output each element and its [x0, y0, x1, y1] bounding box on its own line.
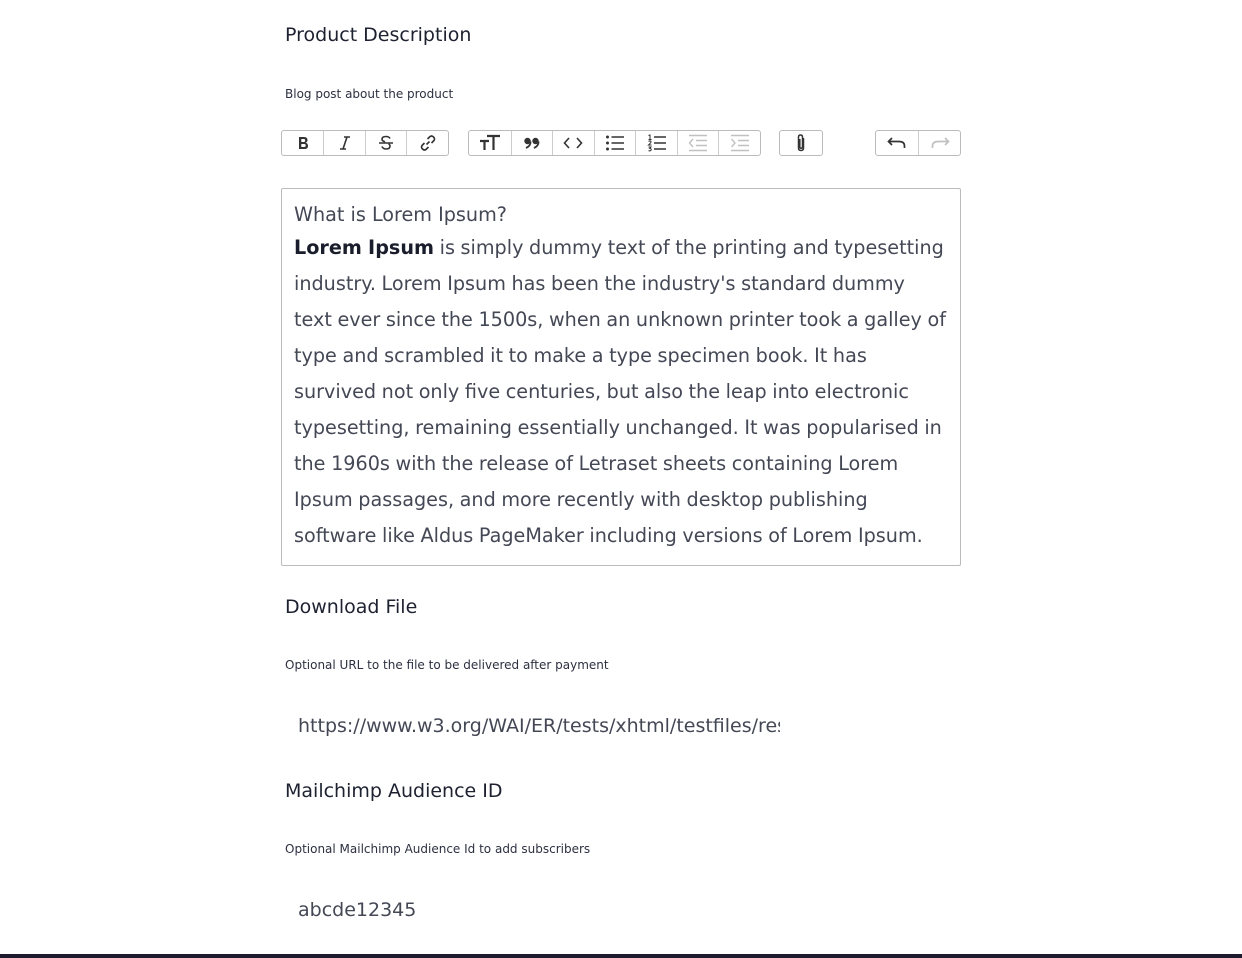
increase-indent-icon [730, 134, 750, 152]
decrease-indent-button[interactable] [677, 131, 719, 155]
history-tools-group [875, 130, 961, 156]
download-help-text: Optional URL to the file to be delivered after payment [285, 658, 609, 672]
editor-bold-text: Lorem Ipsum [294, 236, 435, 259]
heading-icon [479, 134, 501, 152]
undo-icon [887, 135, 907, 151]
numbered-list-button[interactable] [635, 131, 677, 155]
download-url-input[interactable] [285, 708, 780, 744]
attach-file-button[interactable] [780, 131, 822, 155]
link-icon [419, 134, 437, 152]
paperclip-icon [794, 133, 808, 153]
description-help-text: Blog post about the product [285, 87, 454, 101]
decrease-indent-icon [688, 134, 708, 152]
strikethrough-icon [377, 134, 395, 152]
download-title: Download File [285, 596, 418, 618]
editor-heading: What is Lorem Ipsum? [294, 203, 507, 226]
bullet-list-icon [605, 134, 625, 152]
mailchimp-help-text: Optional Mailchimp Audience Id to add subscribers [285, 842, 591, 856]
bold-icon [295, 135, 311, 151]
bold-button[interactable] [282, 131, 323, 155]
quote-icon [523, 135, 541, 151]
description-title: Product Description [285, 24, 472, 46]
file-tools-group [779, 130, 823, 156]
editor-body-text: is simply dummy text of the printing and typesetting industry. Lorem Ipsum has been the industry's standard dummy text ever since the 1500s, when an unknown printer took a galley of type and scrambled it to make a type specimen book. It has survived not only five centuries, but also the leap into electronic typesetting, remaining essentially unchanged. It was popularised in the 1960s with the release of Letraset sheets containing Lorem Ipsum passages, and more recently with desktop publishing software like Aldus PageMaker including versions of Lorem Ipsum. [294, 236, 946, 547]
description-editor[interactable] [281, 188, 961, 566]
bottom-bar [0, 954, 1242, 958]
increase-indent-button[interactable] [718, 131, 760, 155]
link-button[interactable] [406, 131, 448, 155]
numbered-list-icon [647, 134, 667, 152]
italic-button[interactable] [323, 131, 365, 155]
block-tools-group [468, 130, 761, 156]
quote-button[interactable] [511, 131, 553, 155]
editor-paragraph [294, 230, 948, 554]
mailchimp-title: Mailchimp Audience ID [285, 780, 503, 802]
heading-button[interactable] [469, 131, 511, 155]
code-button[interactable] [552, 131, 594, 155]
mailchimp-audience-input[interactable] [285, 892, 780, 928]
bullet-list-button[interactable] [594, 131, 636, 155]
redo-icon [930, 135, 950, 151]
italic-icon [337, 135, 353, 151]
text-tools-group [281, 130, 449, 156]
strikethrough-button[interactable] [365, 131, 407, 155]
undo-button[interactable] [876, 131, 918, 155]
redo-button[interactable] [918, 131, 960, 155]
code-icon [563, 135, 583, 151]
